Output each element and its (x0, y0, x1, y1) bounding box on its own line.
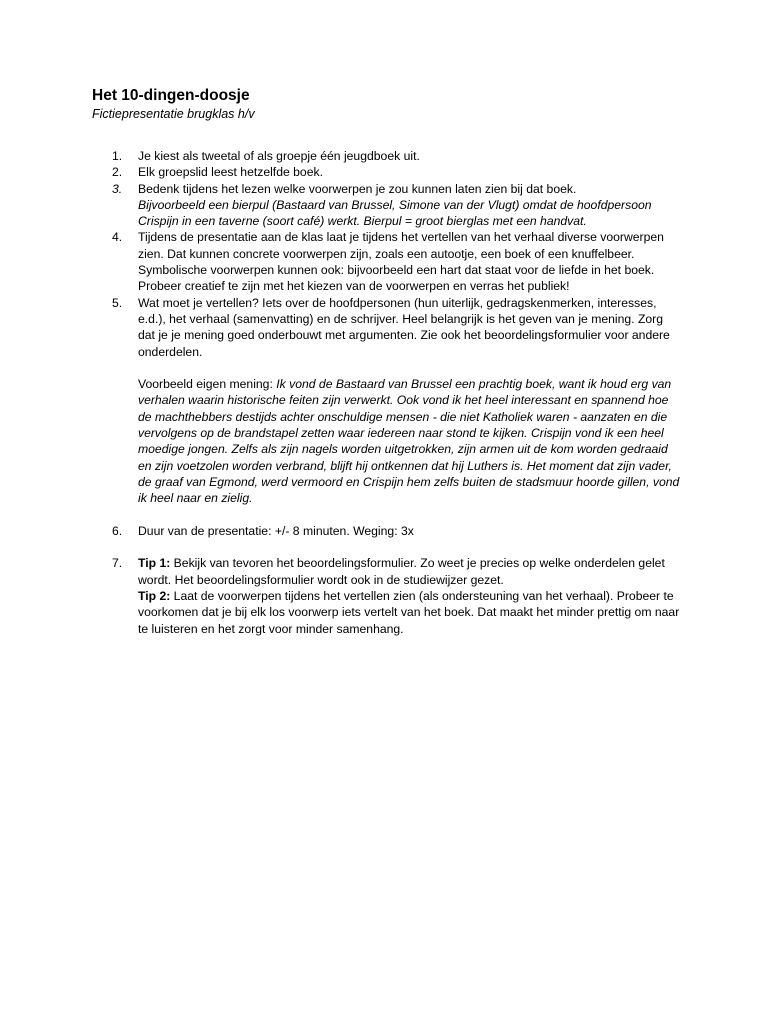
item-number: 6. (112, 523, 123, 538)
item-text: Bedenk tijdens het lezen welke voorwerpen je zou kunnen laten zien bij dat boek. (138, 181, 577, 196)
tip-1 (138, 555, 682, 588)
tip-1-text: Bekijk van tevoren het beoordelingsformulier. Zo weet je precies op welke onderdelen gelet wordt. Het beoordelingsformulier wordt ook in de studiewijzer gezet. (138, 556, 665, 587)
document-title: Het 10-dingen-doosje (92, 87, 250, 104)
item-text: Elk groepslid leest hetzelfde boek. (138, 165, 323, 180)
list-item-6 (92, 523, 682, 539)
document-subtitle: Fictiepresentatie brugklas h/v (92, 107, 255, 121)
instruction-list (92, 148, 682, 637)
item-number: 3. (112, 181, 123, 196)
tip-2 (138, 588, 682, 637)
tip-1-label: Tip 1: (138, 556, 171, 571)
item-text: Wat moet je vertellen? Iets over de hoofdpersonen (hun uiterlijk, gedragskenmerken, interesses, e.d.), het verhaal (samenvatting) en de schrijver. Heel belangrijk is het geven van je mening. Zorg dat je je mening goed onderbouwt met argumenten. Zie ook het beoordelingsformulier voor andere onderdelen. (138, 295, 670, 359)
opinion-example (138, 376, 682, 506)
list-item-4 (92, 229, 682, 294)
item-number: 5. (112, 295, 123, 310)
list-item-1 (92, 148, 682, 164)
item-text: Je kiest als tweetal of als groepje één jeugdboek uit. (138, 149, 420, 163)
document-content (92, 86, 682, 637)
list-item-2 (92, 164, 682, 180)
opinion-example-text: Ik vond de Bastaard van Brussel een prachtig boek, want ik houd erg van verhalen waarin historische feiten zijn verwerkt. Ook vond ik het heel interessant en spannend hoe de machthebbers destijds achter onschuldige mensen - die niet Katholiek waren - aanzaten en die vervolgens op de brandstapel zetten waar iedereen naar stond te kijken. Crispijn vond ik een heel moedige jongen. Zelfs als zijn nagels worden uitgetrokken, zijn armen uit de kom worden gedraaid en zijn voetzolen worden verbrand, blijft hij ontkennen dat hij Luthers is. Het moment dat zijn vader, de graaf van Egmond, werd vermoord en Crispijn hem zelfs buiten de stadsmuur hoorde gillen, vond ik heel naar en zielig. (138, 377, 680, 506)
item-text: Duur van de presentatie: +/- 8 minuten. Weging: 3x (138, 523, 414, 538)
list-item-7 (92, 555, 682, 636)
tip-2-text: Laat de voorwerpen tijdens het vertellen zien (als ondersteuning van het verhaal). Probeer te voorkomen dat je bij elk los voorwerp iets vertelt van het boek. Dat maakt het minder prettig om naar te luisteren en het zorgt voor minder samenhang. (138, 589, 680, 636)
item-example: Bijvoorbeeld een bierpul (Bastaard van Brussel, Simone van der Vlugt) omdat de hoofdpersoon Crispijn in een taverne (soort café) werkt. Bierpul = groot bierglas met een handvat. (138, 197, 652, 229)
item-number: 2. (112, 165, 123, 180)
tip-2-label: Tip 2: (138, 589, 171, 604)
item-number: 1. (112, 149, 123, 163)
list-item-5 (92, 295, 682, 507)
opinion-example-label: Voorbeeld eigen mening: (138, 377, 277, 392)
list-item-3 (92, 181, 682, 230)
item-text: Tijdens de presentatie aan de klas laat je tijdens het vertellen van het verhaal diverse voorwerpen zien. Dat kunnen concrete voorwerpen zijn, zoals een autootje, een boek of een knuffelbeer. Symbolische voorwerpen kunnen ook: bijvoorbeeld een hart dat staat voor de liefde in het boek. Probeer creatief te zijn met het kiezen van de voorwerpen en verras het publiek! (138, 230, 664, 294)
item-number: 4. (112, 230, 123, 245)
item-number: 7. (112, 556, 123, 571)
